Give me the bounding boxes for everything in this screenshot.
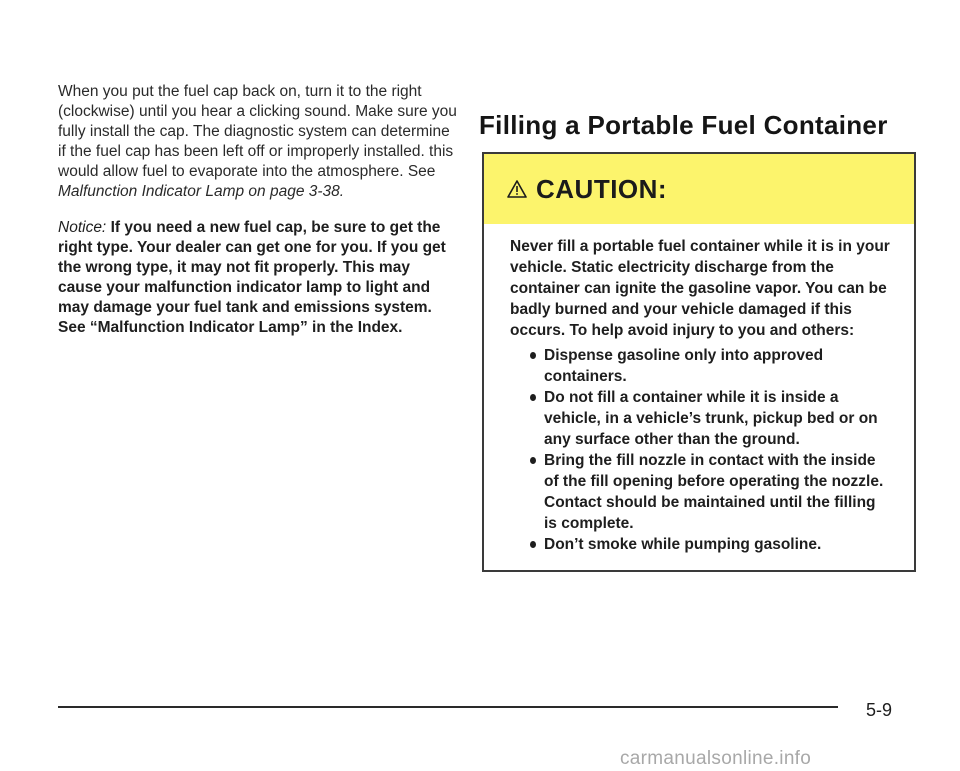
site-watermark: carmanualsonline.info (620, 748, 812, 769)
caution-body (484, 224, 914, 555)
list-item-text: Bring the fill nozzle in contact with the inside of the fill opening before operating the nozzle. Contact should be maintained until the filling is complete. (544, 452, 884, 532)
list-item (530, 450, 892, 534)
fuel-cap-paragraph (58, 82, 458, 202)
list-item-text: Don’t smoke while pumping gasoline. (544, 536, 822, 553)
list-item (530, 387, 892, 450)
section-title: Filling a Portable Fuel Container (479, 110, 888, 140)
list-item (530, 345, 892, 387)
notice-label: Notice: (58, 219, 107, 236)
notice-block (58, 218, 458, 338)
left-column (58, 82, 458, 338)
footer-divider (58, 706, 838, 708)
bullet-icon (530, 457, 536, 464)
malfunction-lamp-reference: Malfunction Indicator Lamp on page 3-38. (58, 183, 345, 200)
list-item (530, 534, 892, 555)
caution-label: CAUTION: (536, 173, 668, 204)
caution-box (482, 152, 916, 572)
list-item-text: Dispense gasoline only into approved containers. (544, 347, 824, 385)
warning-triangle-icon (506, 179, 528, 199)
bullet-icon (530, 352, 536, 359)
caution-bullet-list (510, 345, 892, 555)
page-number: 5-9 (866, 700, 893, 720)
caution-header (484, 154, 914, 224)
bullet-icon (530, 394, 536, 401)
fuel-cap-paragraph-text: When you put the fuel cap back on, turn it to the right (clockwise) until you hear a clicking sound. Make sure you fully install the cap. The diagnostic system can determine if the fuel cap has been left off or improperly installed. this would allow fuel to evaporate into the atmosphere. See (58, 83, 457, 180)
caution-intro: Never fill a portable fuel container while it is in your vehicle. Static electricity discharge from the container can ignite the gasoline vapor. You can be badly burned and your vehicle damaged if this occurs. To help avoid injury to you and others: (510, 238, 890, 339)
notice-text: If you need a new fuel cap, be sure to get the right type. Your dealer can get one for you. If you get the wrong type, it may not fit properly. This may cause your malfunction indicator lamp to light and may damage your fuel tank and emissions system. See “Malfunction Indicator Lamp” in the Index. (58, 219, 446, 336)
list-item-text: Do not fill a container while it is inside a vehicle, in a vehicle’s trunk, pickup bed or on any surface other than the ground. (544, 389, 878, 448)
bullet-icon (530, 541, 536, 548)
